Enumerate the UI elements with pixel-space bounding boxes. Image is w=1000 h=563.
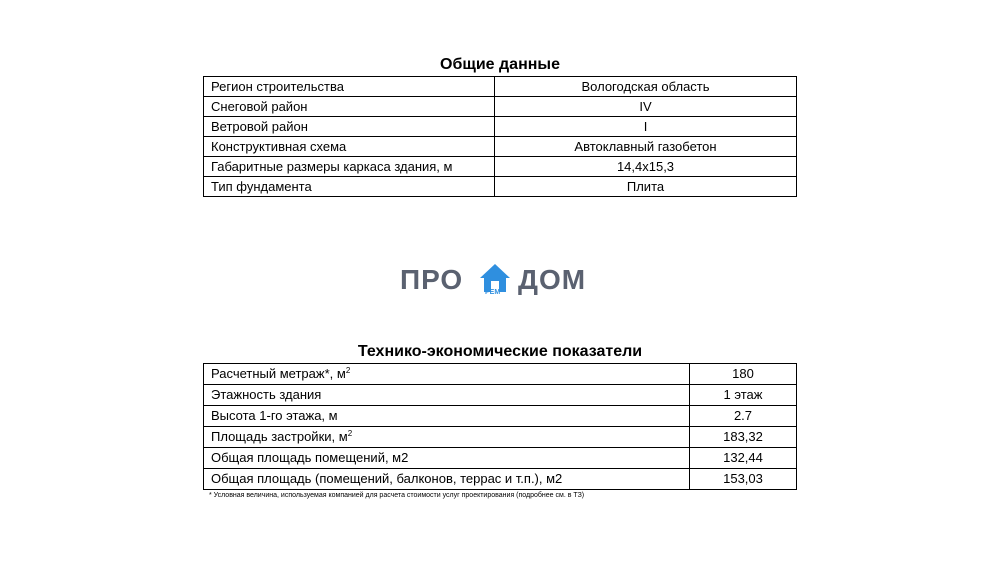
table-row <box>204 427 797 448</box>
row-value: 14,4x15,3 <box>495 157 797 177</box>
row-value: Вологодская область <box>495 77 797 97</box>
table-row <box>204 406 797 427</box>
row-label-text: Расчетный метраж*, м <box>211 366 346 381</box>
table-row <box>204 448 797 469</box>
logo-small-text: РЕМ <box>485 289 501 296</box>
table-row <box>204 364 797 385</box>
row-value: 183,32 <box>690 427 797 448</box>
tech-indicators-title: Технико-экономические показатели <box>357 343 643 360</box>
superscript: 2 <box>345 366 351 375</box>
general-data-table <box>203 76 797 197</box>
row-label: Ветровой район <box>204 117 495 137</box>
logo-left-text: ПРО <box>400 264 464 295</box>
row-value: I <box>495 117 797 137</box>
table-row <box>204 177 797 197</box>
table-row <box>204 97 797 117</box>
table-row <box>204 157 797 177</box>
logo-right-text: ДОМ <box>518 264 587 295</box>
row-label: Снеговой район <box>204 97 495 117</box>
company-logo <box>400 262 600 302</box>
row-label <box>204 364 690 385</box>
row-value: 1 этаж <box>690 385 797 406</box>
row-label: Этажность здания <box>204 385 690 406</box>
row-label: Тип фундамента <box>204 177 495 197</box>
table-row <box>204 469 797 490</box>
row-label: Высота 1-го этажа, м <box>204 406 690 427</box>
superscript: 2 <box>347 429 353 438</box>
table-row <box>204 117 797 137</box>
table-row <box>204 137 797 157</box>
row-label-text: Площадь застройки, м <box>211 429 348 444</box>
general-data-title: Общие данные <box>440 56 560 73</box>
row-label <box>204 427 690 448</box>
row-label: Габаритные размеры каркаса здания, м <box>204 157 495 177</box>
footnote: * Условная величина, используемая компанией для расчета стоимости услуг проектирования (подробнее см. в ТЗ) <box>209 492 585 499</box>
table-row <box>204 385 797 406</box>
row-value: 153,03 <box>690 469 797 490</box>
row-value: Автоклавный газобетон <box>495 137 797 157</box>
row-value: 2.7 <box>690 406 797 427</box>
row-value: 132,44 <box>690 448 797 469</box>
tech-indicators-table <box>203 363 797 490</box>
row-value: Плита <box>495 177 797 197</box>
row-label: Конструктивная схема <box>204 137 495 157</box>
row-label: Общая площадь помещений, м2 <box>204 448 690 469</box>
row-value: IV <box>495 97 797 117</box>
row-value: 180 <box>690 364 797 385</box>
table-row <box>204 77 797 97</box>
row-label: Общая площадь (помещений, балконов, террас и т.п.), м2 <box>204 469 690 490</box>
row-label: Регион строительства <box>204 77 495 97</box>
